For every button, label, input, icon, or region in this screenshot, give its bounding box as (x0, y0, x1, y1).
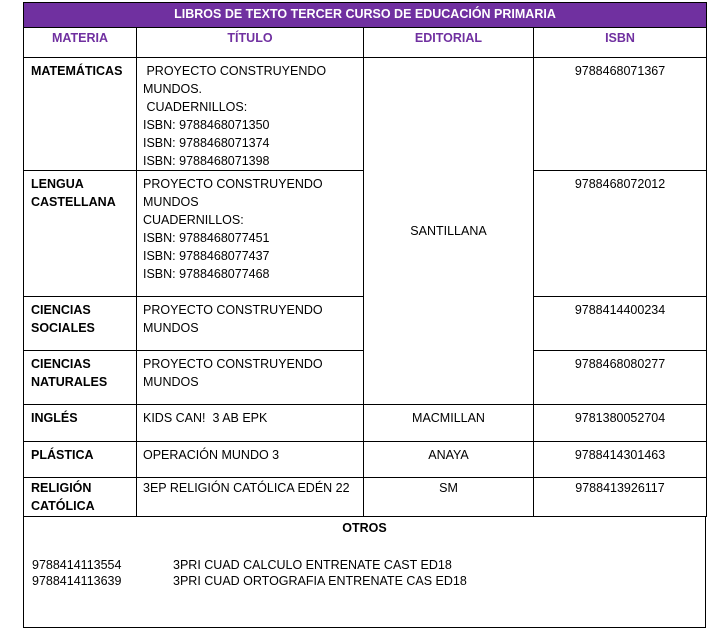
isbn-cell: 9788414400234 (534, 297, 707, 351)
title-cell (137, 58, 364, 171)
isbn-cell: 9781380052704 (534, 405, 707, 442)
header-editorial: EDITORIAL (364, 28, 534, 58)
subject-cell (24, 405, 137, 442)
header-materia: MATERIA (24, 28, 137, 58)
table-row (24, 478, 707, 517)
subject-cell (24, 171, 137, 297)
title-line: ISBN: 9788468077451 (143, 231, 270, 245)
table-row (24, 442, 707, 478)
title-line: MUNDOS (143, 195, 199, 209)
otros-title: OTROS (342, 521, 387, 535)
title-line: PROYECTO CONSTRUYENDO (143, 64, 327, 78)
isbn-cell: 9788414301463 (534, 442, 707, 478)
title-line: PROYECTO CONSTRUYENDO (143, 177, 323, 191)
subject-line: LENGUA (31, 177, 84, 191)
isbn-cell: 9788413926117 (534, 478, 707, 517)
title-line: ISBN: 9788468071350 (143, 118, 270, 132)
subject-line: INGLÉS (31, 411, 78, 425)
title-line: ISBN: 9788468077437 (143, 249, 270, 263)
editorial-cell: SM (364, 478, 534, 517)
subject-cell (24, 478, 137, 517)
subject-cell (24, 297, 137, 351)
otros-section (23, 517, 706, 628)
subject-line: PLÁSTICA (31, 448, 94, 462)
title-cell (137, 297, 364, 351)
title-line: CUADERNILLOS: (143, 100, 248, 114)
title-line: PROYECTO CONSTRUYENDO (143, 303, 323, 317)
title-line: 3EP RELIGIÓN CATÓLICA EDÉN 22 (143, 481, 350, 495)
header-isbn: ISBN (534, 28, 707, 58)
subject-line: CIENCIAS (31, 357, 91, 371)
title-cell (137, 478, 364, 517)
title-line: MUNDOS (143, 321, 199, 335)
title-cell (137, 171, 364, 297)
subject-line: CASTELLANA (31, 195, 116, 209)
document-title: LIBROS DE TEXTO TERCER CURSO DE EDUCACIÓN PRIMARIA (24, 3, 707, 28)
title-cell (137, 405, 364, 442)
header-titulo: TÍTULO (137, 28, 364, 58)
subject-line: CIENCIAS (31, 303, 91, 317)
book-list-document (23, 2, 706, 628)
otros-list (32, 557, 467, 589)
isbn-cell: 9788468071367 (534, 58, 707, 171)
subject-line: NATURALES (31, 375, 108, 389)
title-line: CUADERNILLOS: (143, 213, 244, 227)
otros-isbn: 9788414113639 (32, 574, 122, 588)
title-line: OPERACIÓN MUNDO 3 (143, 448, 280, 462)
title-line: ISBN: 9788468071374 (143, 136, 270, 150)
subject-line: RELIGIÓN (31, 481, 92, 495)
books-table (23, 2, 707, 517)
subject-line: SOCIALES (31, 321, 95, 335)
otros-description: 3PRI CUAD CALCULO ENTRENATE CAST ED18 (173, 558, 452, 572)
table-row (24, 405, 707, 442)
subject-line: CATÓLICA (31, 499, 95, 513)
subject-line: MATEMÁTICAS (31, 64, 123, 78)
editorial-cell: ANAYA (364, 442, 534, 478)
title-line: MUNDOS (143, 375, 199, 389)
title-line: MUNDOS. (143, 82, 203, 96)
list-item (32, 557, 467, 573)
title-line: ISBN: 9788468077468 (143, 267, 270, 281)
title-line: ISBN: 9788468071398 (143, 154, 270, 168)
isbn-cell: 9788468080277 (534, 351, 707, 405)
editorial-cell-santillana: SANTILLANA (364, 58, 534, 405)
title-cell (137, 351, 364, 405)
title-line: KIDS CAN! 3 AB EPK (143, 411, 268, 425)
subject-cell (24, 442, 137, 478)
list-item (32, 573, 467, 589)
subject-cell (24, 351, 137, 405)
title-cell (137, 442, 364, 478)
table-row (24, 58, 707, 171)
otros-description: 3PRI CUAD ORTOGRAFIA ENTRENATE CAS ED18 (173, 574, 467, 588)
editorial-cell: MACMILLAN (364, 405, 534, 442)
header-row (24, 28, 707, 58)
otros-isbn: 9788414113554 (32, 558, 122, 572)
title-line: PROYECTO CONSTRUYENDO (143, 357, 323, 371)
subject-cell (24, 58, 137, 171)
isbn-cell: 9788468072012 (534, 171, 707, 297)
